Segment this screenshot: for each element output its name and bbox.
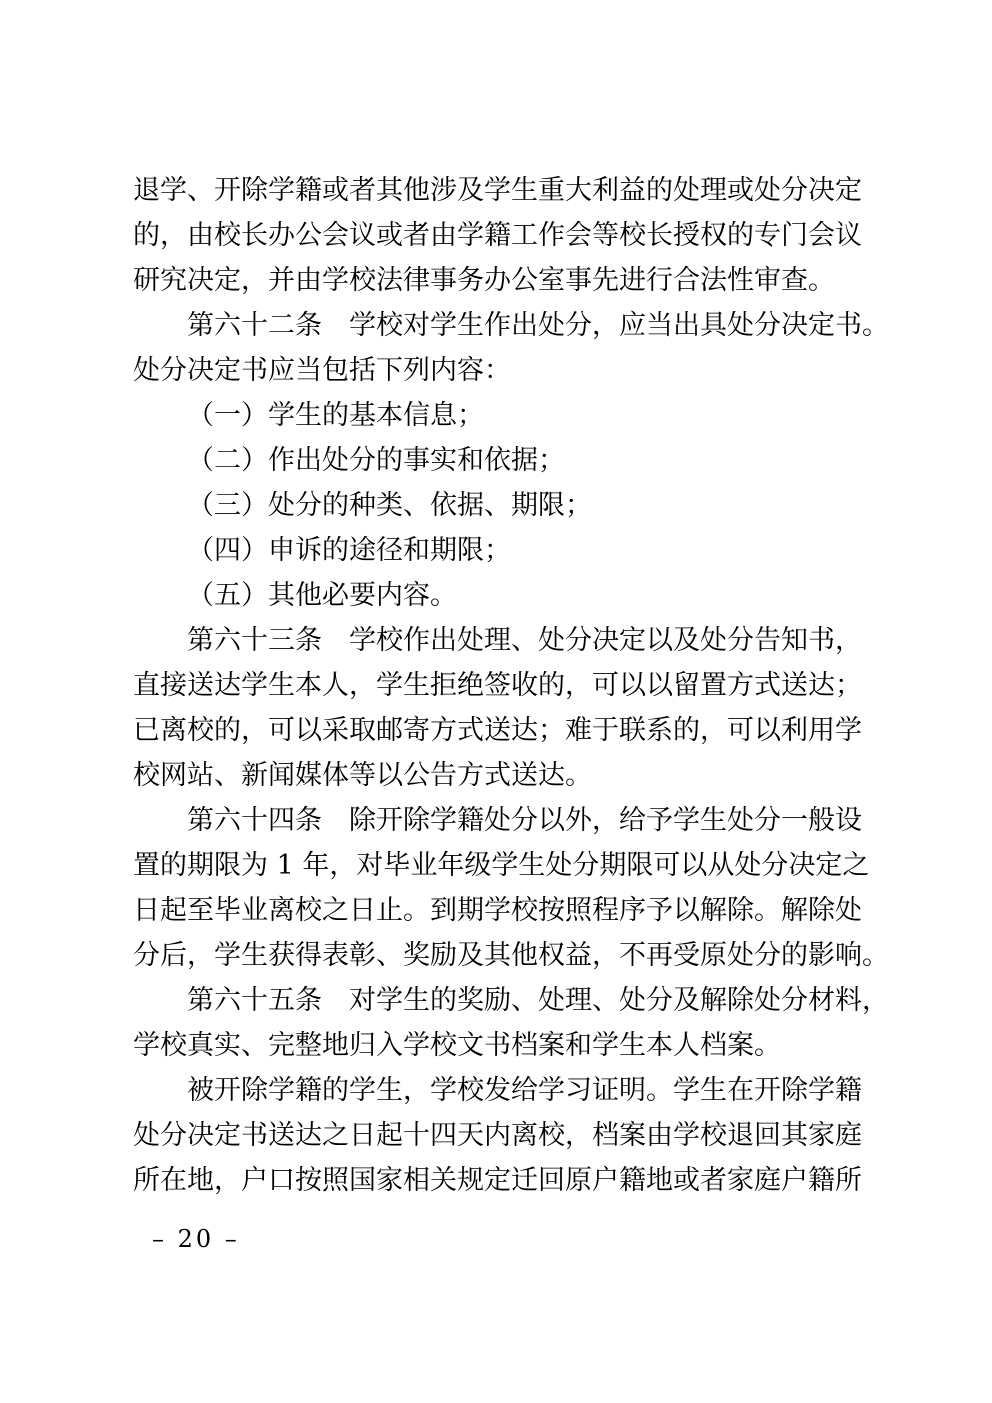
- text-line-item-3: （三）处分的种类、依据、期限；: [187, 490, 592, 521]
- text-line: 处分决定书送达之日起十四天内离校，档案由学校退回其家庭: [133, 1120, 862, 1151]
- text-line-article-62: 第六十二条 学校对学生作出处分，应当出具处分决定书。: [187, 310, 889, 341]
- text-line: 日起至毕业离校之日止。到期学校按照程序予以解除。解除处: [133, 895, 862, 926]
- text-line: 的，由校长办公会议或者由学籍工作会等校长授权的专门会议: [133, 220, 862, 251]
- text-line: 退学、开除学籍或者其他涉及学生重大利益的处理或处分决定: [133, 175, 862, 206]
- text-line: 直接送达学生本人，学生拒绝签收的，可以以留置方式送达；: [133, 670, 862, 701]
- text-line-article-64: 第六十四条 除开除学籍处分以外，给予学生处分一般设: [187, 805, 862, 836]
- text-line: 已离校的，可以采取邮寄方式送达；难于联系的，可以利用学: [133, 715, 862, 746]
- text-line-article-65: 第六十五条 对学生的奖励、处理、处分及解除处分材料，: [187, 985, 889, 1016]
- text-line-item-2: （二）作出处分的事实和依据；: [187, 445, 565, 476]
- page-number: – 20 –: [152, 1225, 240, 1253]
- text-line: 学校真实、完整地归入学校文书档案和学生本人档案。: [133, 1030, 781, 1061]
- document-body: [133, 168, 889, 1203]
- text-line-item-5: （五）其他必要内容。: [187, 580, 457, 611]
- text-line: 置的期限为 1 年，对毕业年级学生处分期限可以从处分决定之: [133, 850, 870, 881]
- text-line: 被开除学籍的学生，学校发给学习证明。学生在开除学籍: [187, 1075, 862, 1106]
- text-line-item-1: （一）学生的基本信息；: [187, 400, 484, 431]
- text-line: 研究决定，并由学校法律事务办公室事先进行合法性审查。: [133, 265, 835, 296]
- text-line-item-4: （四）申诉的途径和期限；: [187, 535, 511, 566]
- text-line: 所在地，户口按照国家相关规定迁回原户籍地或者家庭户籍所: [133, 1165, 862, 1196]
- text-line: 分后，学生获得表彰、奖励及其他权益，不再受原处分的影响。: [133, 940, 889, 971]
- text-line-article-63: 第六十三条 学校作出处理、处分决定以及处分告知书，: [187, 625, 862, 656]
- text-line: 处分决定书应当包括下列内容：: [133, 355, 511, 386]
- text-line: 校网站、新闻媒体等以公告方式送达。: [133, 760, 592, 791]
